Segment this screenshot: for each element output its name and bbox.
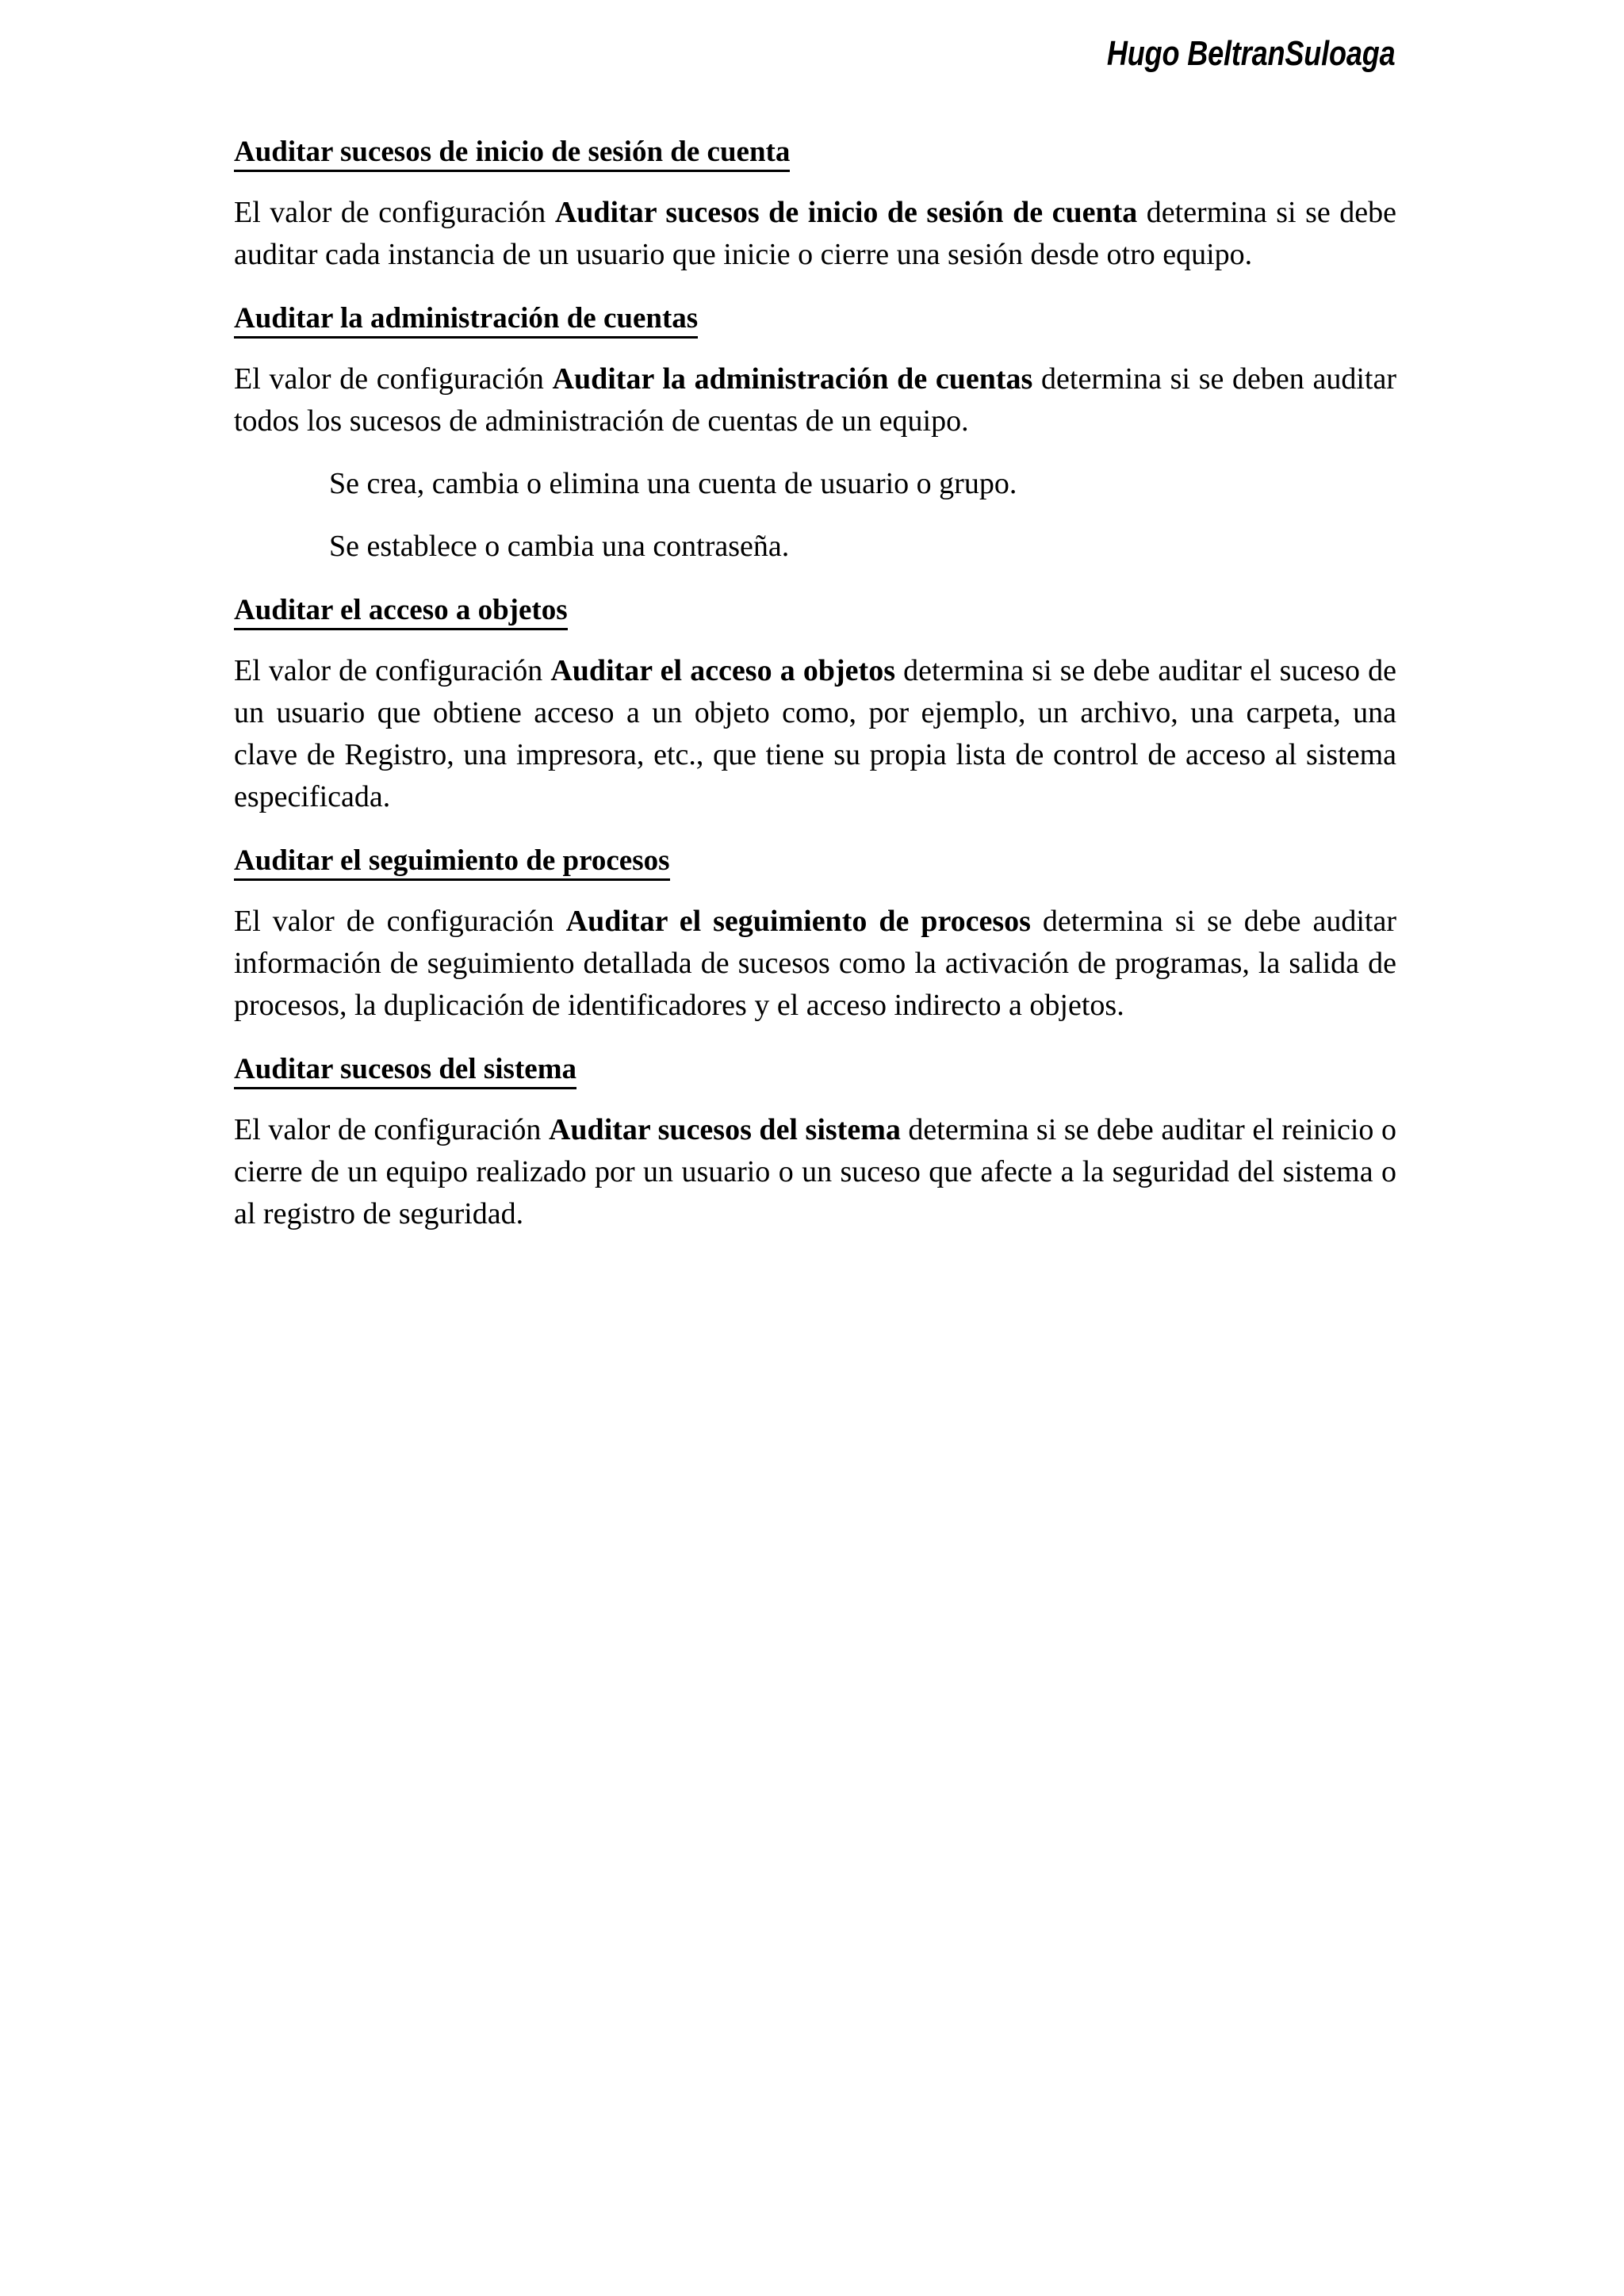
paragraph-lead: El valor de configuración bbox=[234, 362, 553, 396]
paragraph-tail: determina si se deben auditar todos los sucesos de administración de cuentas de un equipo. bbox=[234, 362, 1396, 438]
spacer bbox=[234, 442, 1396, 463]
paragraph-tail: determina si se debe auditar cada instancia de un usuario que inicie o cierre una sesión desde otro equipo. bbox=[234, 196, 1396, 271]
paragraph-bold-term: Auditar sucesos de inicio de sesión de cuenta bbox=[554, 196, 1138, 229]
paragraph-lead: El valor de configuración bbox=[234, 654, 551, 687]
section-heading bbox=[234, 133, 1396, 171]
section-heading-text: Auditar el acceso a objetos bbox=[234, 594, 568, 630]
spacer bbox=[234, 276, 1396, 300]
paragraph-tail: determina si se debe auditar el reinicio o cierre de un equipo realizado por un usuario o un suceso que afecte a la seguridad del sistema o al registro de seguridad. bbox=[234, 1113, 1396, 1230]
section-paragraph bbox=[234, 358, 1396, 442]
spacer bbox=[234, 1089, 1396, 1109]
spacer bbox=[234, 880, 1396, 901]
paragraph-lead: El valor de configuración bbox=[234, 1113, 549, 1146]
section-heading bbox=[234, 300, 1396, 338]
section-paragraph bbox=[234, 650, 1396, 818]
header-author-name: Hugo BeltranSuloaga bbox=[1107, 34, 1396, 73]
section-heading-text: Auditar la administración de cuentas bbox=[234, 302, 698, 339]
document-body bbox=[234, 133, 1396, 1235]
paragraph-bold-term: Auditar el acceso a objetos bbox=[550, 654, 895, 687]
paragraph-tail: determina si se debe auditar el suceso de un usuario que obtiene acceso a un objeto como, por ejemplo, un archivo, una carpeta, una clave de Registro, una impresora, etc., que tiene su propia lista de control de acceso al sistema especificada. bbox=[234, 654, 1396, 813]
section-auditar-sucesos-inicio-sesion bbox=[234, 133, 1396, 276]
spacer bbox=[234, 171, 1396, 192]
section-heading-text: Auditar sucesos de inicio de sesión de cuenta bbox=[234, 136, 790, 172]
paragraph-bold-term: Auditar el seguimiento de procesos bbox=[565, 905, 1031, 938]
section-paragraph bbox=[234, 192, 1396, 276]
indented-line: Se crea, cambia o elimina una cuenta de usuario o grupo. bbox=[329, 467, 1017, 500]
section-auditar-acceso-objetos bbox=[234, 591, 1396, 818]
spacer bbox=[234, 1027, 1396, 1050]
spacer bbox=[234, 338, 1396, 358]
page-header bbox=[228, 32, 1396, 103]
paragraph-bold-term: Auditar la administración de cuentas bbox=[552, 362, 1033, 396]
paragraph-bold-term: Auditar sucesos del sistema bbox=[548, 1113, 901, 1146]
indented-line: Se establece o cambia una contraseña. bbox=[329, 530, 790, 563]
spacer bbox=[234, 629, 1396, 650]
section-heading bbox=[234, 1050, 1396, 1089]
section-paragraph bbox=[234, 1109, 1396, 1235]
paragraph-lead: El valor de configuración bbox=[234, 905, 566, 938]
section-heading bbox=[234, 591, 1396, 629]
section-paragraph bbox=[234, 901, 1396, 1027]
section-heading bbox=[234, 842, 1396, 880]
spacer bbox=[234, 505, 1396, 526]
section-auditar-sucesos-sistema bbox=[234, 1050, 1396, 1235]
paragraph-lead: El valor de configuración bbox=[234, 196, 555, 229]
spacer bbox=[234, 818, 1396, 842]
section-heading-text: Auditar sucesos del sistema bbox=[234, 1053, 576, 1089]
section-auditar-seguimiento-procesos bbox=[234, 842, 1396, 1027]
spacer bbox=[234, 568, 1396, 591]
paragraph-tail: determina si se debe auditar información de seguimiento detallada de sucesos como la activación de programas, la salida de procesos, la duplicación de identificadores y el acceso indirecto a objetos. bbox=[234, 905, 1396, 1022]
section-auditar-administracion-cuentas bbox=[234, 300, 1396, 568]
section-heading-text: Auditar el seguimiento de procesos bbox=[234, 844, 670, 881]
